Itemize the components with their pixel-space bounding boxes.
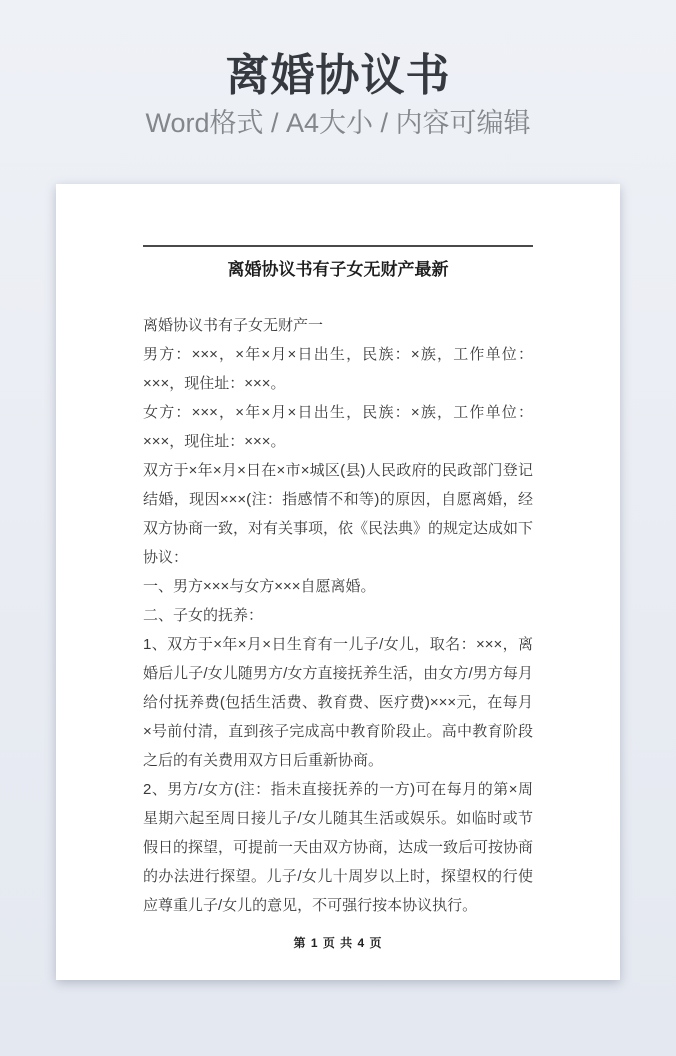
document-paragraph: 女方：×××，×年×月×日出生，民族：×族，工作单位：×××，现住址：×××。 [143, 404, 533, 450]
heading-divider [143, 245, 533, 247]
document-heading: 离婚协议书有子女无财产最新 [227, 260, 449, 279]
document-paragraph: 2、男方/女方(注：指未直接抚养的一方)可在每月的第×周星期六起至周日接儿子/女儿随其生活或娱乐。如临时或节假日的探望，可提前一天由双方协商，达成一致后可按协商的办法进行探望。儿子/女儿十周岁以上时，探望权的行使应尊重儿子/女儿的意见，不可强行按本协议执行。 [143, 781, 534, 914]
document-paragraph: 双方于×年×月×日在×市×城区(县)人民政府的民政部门登记结婚，现因×××(注：指感情不和等)的原因，自愿离婚，经双方协商一致，对有关事项，依《民法典》的规定达成如下协议： [143, 462, 534, 566]
document-paragraph: 一、男方×××与女方×××自愿离婚。 [143, 578, 376, 595]
document-paragraph: 二、子女的抚养： [143, 607, 264, 624]
document-page [56, 184, 620, 980]
document-body [143, 311, 533, 920]
banner [0, 0, 676, 184]
page-number: 第 1 页 共 4 页 [293, 936, 383, 950]
document-paragraph: 男方：×××，×年×月×日出生，民族：×族，工作单位：×××，现住址：×××。 [143, 346, 533, 392]
banner-title: 离婚协议书 [225, 51, 451, 100]
banner-subtitle: Word格式 / A4大小 / 内容可编辑 [145, 108, 531, 138]
document-paragraph: 离婚协议书有子女无财产一 [143, 317, 324, 334]
document-paragraph: 1、双方于×年×月×日生育有一儿子/女儿，取名：×××，离婚后儿子/女儿随男方/女方直接抚养生活，由女方/男方每月给付抚养费(包括生活费、教育费、医疗费)×××元，在每月×号前付清，直到孩子完成高中教育阶段止。高中教育阶段之后的有关费用双方日后重新协商。 [143, 636, 533, 769]
